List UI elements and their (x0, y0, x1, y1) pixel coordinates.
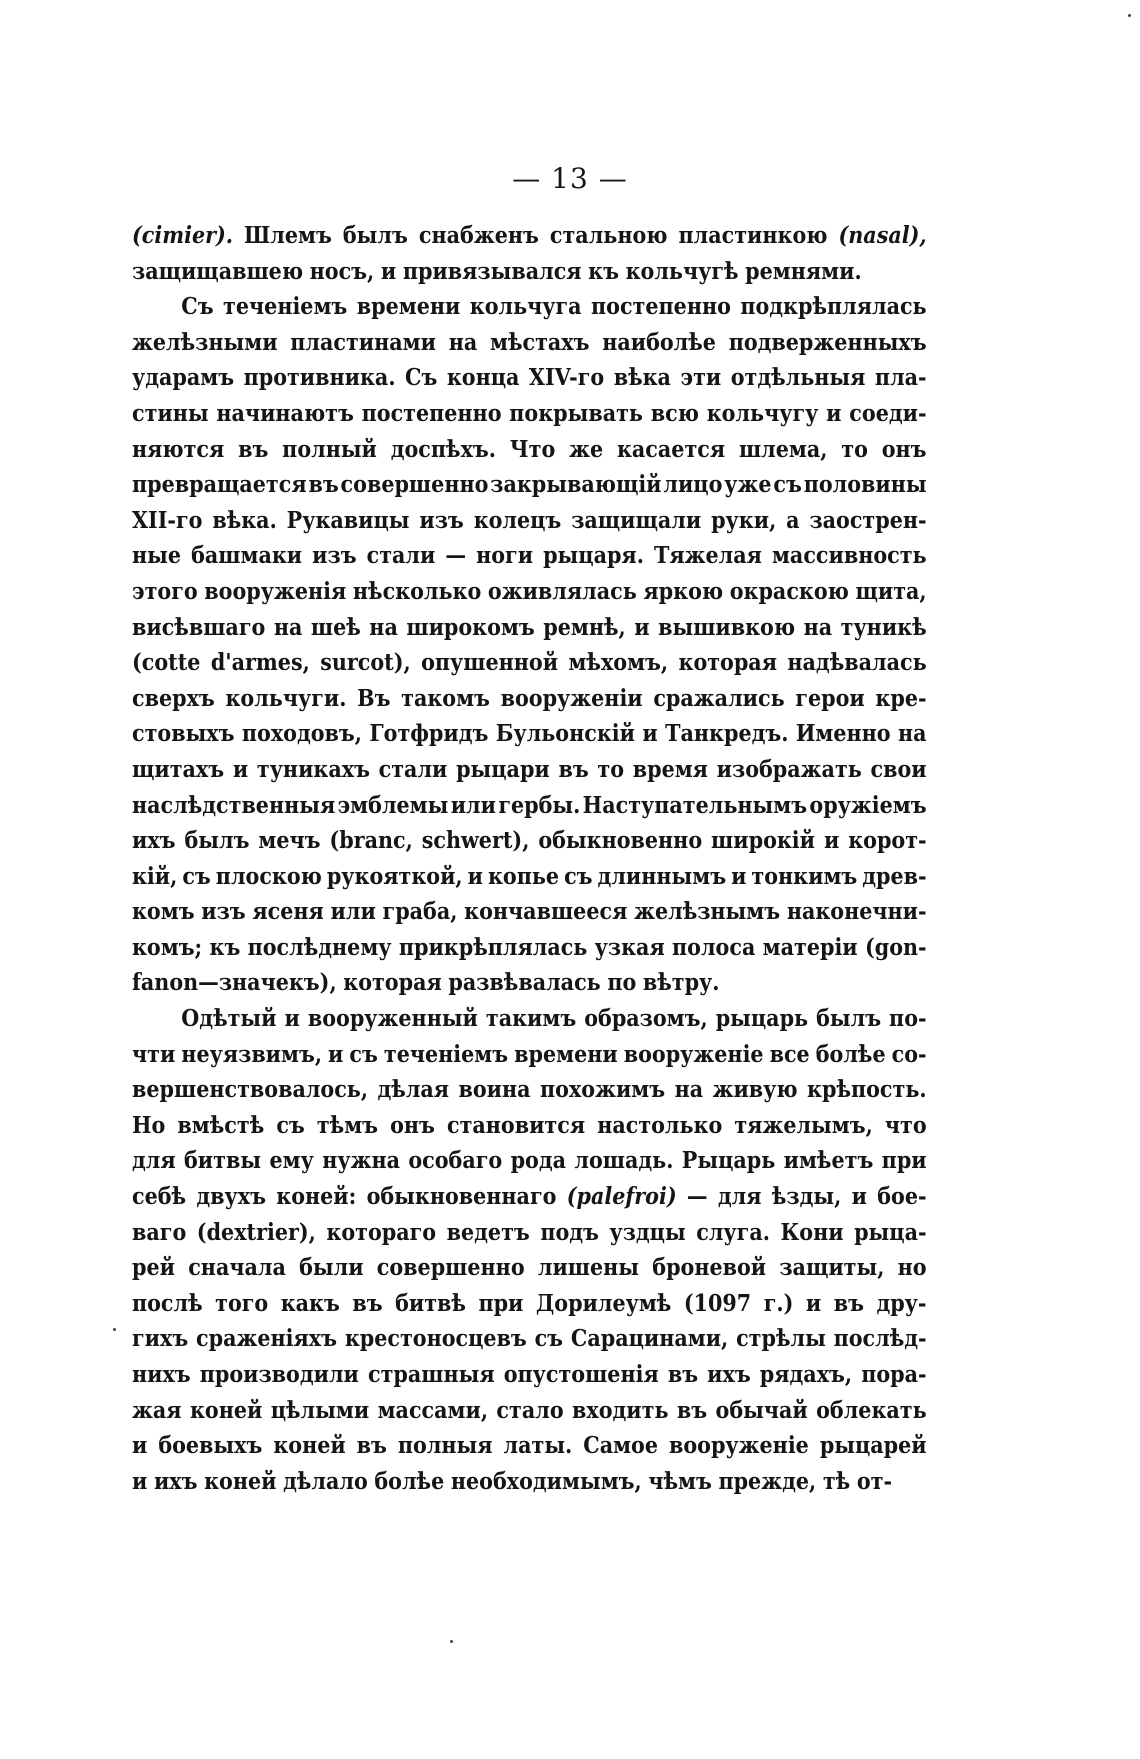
text-line: чти неуязвимъ, и съ теченіемъ времени вооруженіе все болѣе со- (132, 1039, 927, 1068)
text-line: превращается въ совершенно закрывающій лицо уже съ половины (132, 470, 927, 499)
paragraph (132, 1001, 927, 1499)
text-line: Съ теченіемъ времени кольчуга постепенно подкрѣплялась (181, 292, 927, 321)
text-line: комъ; къ послѣднему прикрѣплялась узкая полоса матеріи (gon- (132, 932, 927, 961)
text-line: щитахъ и туникахъ стали рыцари въ то время изображать свои (132, 754, 927, 783)
paragraph (132, 218, 927, 289)
text-line: висѣвшаго на шеѣ на широкомъ ремнѣ, и вышивкою на туникѣ (132, 612, 927, 641)
body-text (132, 218, 927, 1499)
text-line: для битвы ему нужна особаго рода лошадь. Рыцарь имѣетъ при (132, 1146, 927, 1175)
text-line: желѣзными пластинами на мѣстахъ наиболѣе подверженныхъ (132, 327, 927, 356)
text-line: стины начинаютъ постепенно покрывать всю кольчугу и соеди- (132, 398, 927, 427)
paragraph (132, 289, 927, 1001)
text-line: няются въ полный доспѣхъ. Что же касается шлема, то онъ (132, 434, 927, 463)
text-line: Одѣтый и вооруженный такимъ образомъ, рыцарь былъ по- (181, 1004, 927, 1033)
text-line: (cimier). Шлемъ былъ снабженъ стальною пластинкою (nasal), (132, 221, 927, 249)
scan-speck (113, 1328, 116, 1331)
scan-speck (1128, 14, 1131, 17)
page-number: — 13 — (512, 162, 628, 195)
text-line: кій, съ плоскою рукояткой, и копье съ длиннымъ и тонкимъ древ- (132, 861, 927, 890)
text-line: и ихъ коней дѣлало болѣе необходимымъ, чѣмъ прежде, тѣ от- (132, 1466, 893, 1495)
text-line: рей сначала были совершенно лишены броневой защиты, но (132, 1253, 927, 1282)
text-line: комъ изъ ясеня или граба, кончавшееся желѣзнымъ наконечни- (132, 897, 927, 926)
text-line: ные башмаки изъ стали — ноги рыцаря. Тяжелая массивность (132, 541, 927, 570)
text-line: ваго (dextrier), котораго ведетъ подъ уздцы слуга. Кони рыца- (132, 1217, 927, 1246)
text-line: жая коней цѣлыми массами, стало входить въ обычай облекать (132, 1395, 927, 1424)
text-line: вершенствовалось, дѣлая воина похожимъ на живую крѣпость. (132, 1075, 927, 1104)
text-line: XII-го вѣка. Рукавицы изъ колецъ защищали руки, а заострен- (132, 505, 927, 534)
text-line: ударамъ противника. Съ конца XIV-го вѣка эти отдѣльныя пла- (132, 363, 927, 392)
text-line: ихъ былъ мечъ (branc, schwert), обыкновенно широкій и корот- (132, 826, 927, 855)
text-line: наслѣдственныя эмблемы или гербы. Наступательнымъ оружіемъ (132, 790, 927, 819)
text-line: и боевыхъ коней въ полныя латы. Самое вооруженіе рыцарей (132, 1431, 927, 1460)
text-line: (cotte d'armes, surcot), опушенной мѣхомъ, которая надѣвалась (132, 648, 927, 677)
text-line: себѣ двухъ коней: обыкновеннаго (palefroi) — для ѣзды, и бое- (132, 1182, 927, 1211)
text-line: этого вооруженія нѣсколько оживлялась яркою окраскою щита, (132, 576, 927, 605)
text-line: защищавшею носъ, и привязывался къ кольчугѣ ремнями. (132, 256, 862, 285)
scan-speck (450, 1640, 453, 1643)
text-line: нихъ производили страшныя опустошенія въ ихъ рядахъ, пора- (132, 1360, 927, 1388)
text-line: послѣ того какъ въ битвѣ при Дорилеумѣ (1097 г.) и въ дру- (132, 1288, 927, 1317)
text-line: стовыхъ походовъ, Готфридъ Бульонскій и Танкредъ. Именно на (132, 719, 927, 748)
text-line: Но вмѣстѣ съ тѣмъ онъ становится настолько тяжелымъ, что (132, 1110, 927, 1139)
text-line: сверхъ кольчуги. Въ такомъ вооруженіи сражались герои кре- (132, 683, 927, 712)
text-line: гихъ сраженіяхъ крестоносцевъ съ Сарацинами, стрѣлы послѣд- (132, 1324, 927, 1353)
text-line: fanon—значекъ), которая развѣвалась по вѣтру. (132, 968, 720, 997)
